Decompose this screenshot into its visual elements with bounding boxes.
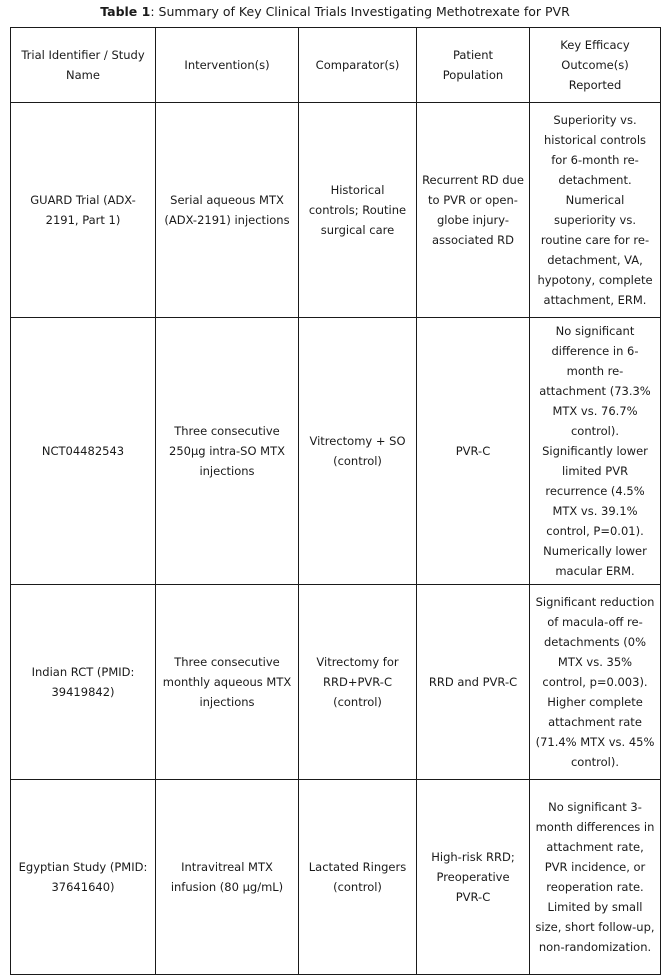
header-comparators: Comparator(s) bbox=[299, 28, 417, 103]
cell-key-efficacy-outcomes: No significant difference in 6-month re-attachment (73.3% MTX vs. 76.7% control). Significantly lower limited PVR recurrence (4.5% MTX vs. 39.1% control, P=0.01). Numerically lower macular ERM. bbox=[530, 318, 661, 585]
cell-key-efficacy-outcomes: Superiority vs. historical controls for 6-month re-detachment. Numerical superiority vs. routine care for re-detachment, VA, hypotony, complete attachment, ERM. bbox=[530, 103, 661, 318]
cell-patient-population: High-risk RRD; Preoperative PVR-C bbox=[417, 780, 530, 975]
table-caption-text: : Summary of Key Clinical Trials Investigating Methotrexate for PVR bbox=[150, 4, 570, 19]
table-header-row bbox=[11, 28, 661, 103]
header-patient-population: Patient Population bbox=[417, 28, 530, 103]
cell-comparators: Historical controls; Routine surgical care bbox=[299, 103, 417, 318]
table-row bbox=[11, 103, 661, 318]
cell-key-efficacy-outcomes: Significant reduction of macula-off re-detachments (0% MTX vs. 35% control, p=0.003). Higher complete attachment rate (71.4% MTX vs. 45% control). bbox=[530, 585, 661, 780]
header-key-efficacy-outcomes: Key Efficacy Outcome(s) Reported bbox=[530, 28, 661, 103]
cell-comparators: Lactated Ringers (control) bbox=[299, 780, 417, 975]
cell-comparators: Vitrectomy for RRD+PVR-C (control) bbox=[299, 585, 417, 780]
table-caption bbox=[0, 4, 670, 20]
table-row bbox=[11, 585, 661, 780]
cell-patient-population: RRD and PVR-C bbox=[417, 585, 530, 780]
cell-key-efficacy-outcomes: No significant 3-month differences in attachment rate, PVR incidence, or reoperation rate. Limited by small size, short follow-up, non-randomization. bbox=[530, 780, 661, 975]
table-caption-label: Table 1 bbox=[100, 4, 151, 19]
cell-patient-population: Recurrent RD due to PVR or open-globe injury-associated RD bbox=[417, 103, 530, 318]
cell-trial-identifier: Egyptian Study (PMID: 37641640) bbox=[11, 780, 156, 975]
cell-trial-identifier: Indian RCT (PMID: 39419842) bbox=[11, 585, 156, 780]
header-interventions: Intervention(s) bbox=[156, 28, 299, 103]
table-row bbox=[11, 780, 661, 975]
trials-table bbox=[10, 27, 661, 975]
header-trial-identifier: Trial Identifier / Study Name bbox=[11, 28, 156, 103]
cell-trial-identifier: GUARD Trial (ADX-2191, Part 1) bbox=[11, 103, 156, 318]
table-row bbox=[11, 318, 661, 585]
cell-trial-identifier: NCT04482543 bbox=[11, 318, 156, 585]
cell-interventions: Serial aqueous MTX (ADX-2191) injections bbox=[156, 103, 299, 318]
cell-comparators: Vitrectomy + SO (control) bbox=[299, 318, 417, 585]
cell-interventions: Intravitreal MTX infusion (80 μg/mL) bbox=[156, 780, 299, 975]
cell-interventions: Three consecutive monthly aqueous MTX injections bbox=[156, 585, 299, 780]
cell-patient-population: PVR-C bbox=[417, 318, 530, 585]
cell-interventions: Three consecutive 250μg intra-SO MTX injections bbox=[156, 318, 299, 585]
